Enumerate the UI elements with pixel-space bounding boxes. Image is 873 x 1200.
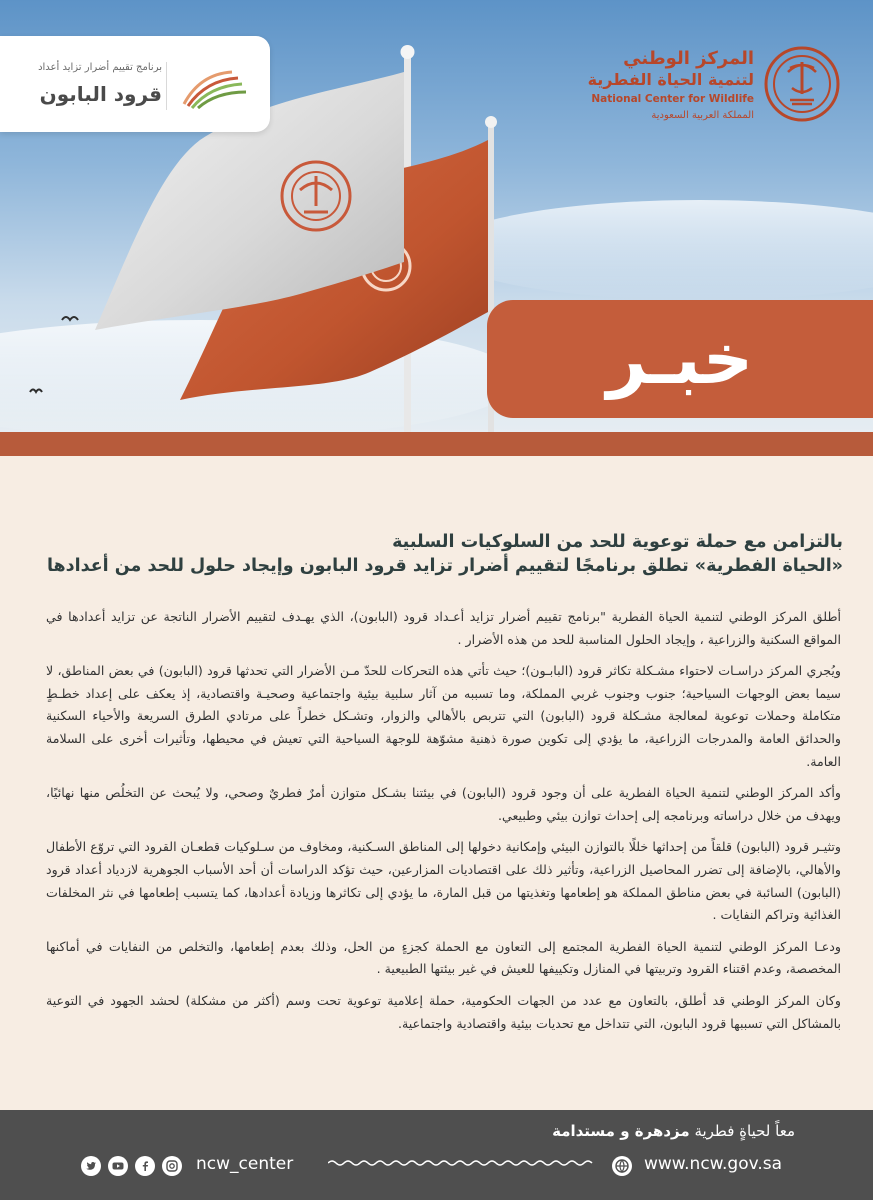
paragraph: ويُجري المركز دراسـات لاحتواء مشـكلة تكاثر قرود (البابـون)؛ حيث تأتي هذه التحركات للحدّ مـن الأضرار التي تحدثها قرود (البابون) في بعض المناطق، لا سيما بعض الوجهات السياحية؛ جنوب وجنوب غربي المملكة، وما تسببه من آثار سلبية بيئية واجتماعية وصحيـة واقتصادية، إذ يعكف على إعداد خطـطٍ متكاملة وحملات توعوية لمعالجة مشـكلة قرود (البابون) التي تتربص بالأهالي والزوار، وتشـكل خطراً على مرتادي الطرق السريعة والأحياء السكنية والحدائق العامة والمدرجات الزراعية، ما يؤدي إلى تكوين صورة ذهنية مشوّهة للوجهة السياحية التي تعيش في محيطها، وتأثيرات أخرى على السلامة العامة. bbox=[46, 663, 841, 769]
ncw-name-english: National Center for Wildlife bbox=[591, 93, 754, 105]
paragraph: وأكد المركز الوطني لتنمية الحياة الفطرية على أن وجود قرود (البابون) في بيئتنا بشـكل متوازن أمرٌ فطريٌ وصحي، ولا يُبحث عن التخلُص منها نهائيًا، ويهدف من خلال دراساته وبرنامجه إلى إحداث توازن بيئي وطبيعي. bbox=[46, 785, 841, 823]
slogan-bold: مزدهرة و مستدامة bbox=[552, 1122, 690, 1140]
footer bbox=[0, 1110, 873, 1200]
twitter-icon[interactable] bbox=[81, 1156, 101, 1176]
headline-line2: «الحياة الفطرية» تطلق برنامجًا لتقييم أضرار تزايد قرود البابون وإيجاد حلول للحد من أعدادها bbox=[46, 556, 843, 576]
website-link[interactable]: www.ncw.gov.sa bbox=[644, 1154, 783, 1174]
ncw-logo bbox=[587, 44, 860, 134]
article-body bbox=[46, 606, 841, 1044]
news-label: خبـر bbox=[606, 318, 754, 400]
paragraph: وتثيـر قرود (البابون) قلقاً من إحداثها خللًا بالتوازن البيئي وإمكانية دخولها إلى المناطق السـكنية، ومخاوف من سـلوكيات قطعـان القرود التي تروّع الأطفال والأهالي، بالإضافة إلى تضرر المحاصيل الزراعية، وتأثير ذلك على اقتصاديات المزارعين، حيث تؤكد الدراسات أن أحد الأسباب الجوهرية لازدياد أعداد قرود (البابون) السائبة في بعض مناطق المملكة هو إطعامها وتغذيتها من قبل المارة، ما يؤدي إلى تكاثرها وزيادة أعدادها، كما يتسبب إطعامها في نثر المخلفات الغذائية وتراكم النفايات . bbox=[46, 839, 841, 923]
facebook-icon[interactable] bbox=[135, 1156, 155, 1176]
hero-band bbox=[0, 432, 873, 456]
news-badge bbox=[487, 300, 873, 418]
program-name: قرود البابون bbox=[39, 82, 162, 106]
ncw-name-line1: المركز الوطني bbox=[623, 48, 754, 69]
headline-line1: بالتزامن مع حملة توعوية للحد من السلوكيات السلبية bbox=[392, 532, 843, 552]
headline bbox=[30, 530, 843, 578]
globe-icon bbox=[612, 1156, 632, 1176]
slogan-prefix: معاً لحياةٍ فطرية bbox=[694, 1122, 795, 1140]
paragraph: وكان المركز الوطني قد أطلق، بالتعاون مع عدد من الجهات الحكومية، حملة إعلامية توعوية تحت وسم (أكثر من مشكلة) لحشد الجهود في التوعية بالمشاكل التي تسببها قرود البابون، التي تتداخل مع تحديات بيئية واقتصادية واجتماعية. bbox=[46, 992, 841, 1031]
paragraph: ودعـا المركز الوطني لتنمية الحياة الفطرية المجتمع إلى التعاون مع الحملة كجزءٍ من الحل، وذلك بعدم إطعامها، والتخلص من النفايات في أماكنها المخصصة، وعدم اقتناء القرود وتربيتها في المنازل وتكييفها للعيش في غير بيئتها الطبيعية . bbox=[46, 938, 841, 977]
youtube-icon[interactable] bbox=[108, 1156, 128, 1176]
ncw-seal-icon bbox=[762, 44, 842, 124]
badge-divider bbox=[166, 62, 167, 110]
divider-wave bbox=[328, 1158, 598, 1168]
program-subtitle: برنامج تقييم أضرار تزايد أعداد bbox=[38, 62, 162, 73]
footer-slogan bbox=[552, 1122, 795, 1140]
program-badge bbox=[0, 36, 270, 132]
social-handle[interactable]: ncw_center bbox=[196, 1154, 294, 1174]
paragraph: أطلق المركز الوطني لتنمية الحياة الفطرية "برنامج تقييم أضرار تزايد أعـداد قرود (البابون)، الذي يهـدف لتقييم الأضرار الناتجة عن تزايد أعدادها في المواقع السكنية والزراعية ، وإيجاد الحلول المناسبة للحد من هذه الأضرار . bbox=[46, 609, 841, 647]
baboon-program-icon bbox=[180, 66, 250, 110]
instagram-icon[interactable] bbox=[162, 1156, 182, 1176]
ncw-name-line2: لتنمية الحياة الفطرية bbox=[587, 70, 754, 89]
ncw-country: المملكة العربية السعودية bbox=[651, 110, 754, 121]
hero-banner bbox=[0, 0, 873, 432]
